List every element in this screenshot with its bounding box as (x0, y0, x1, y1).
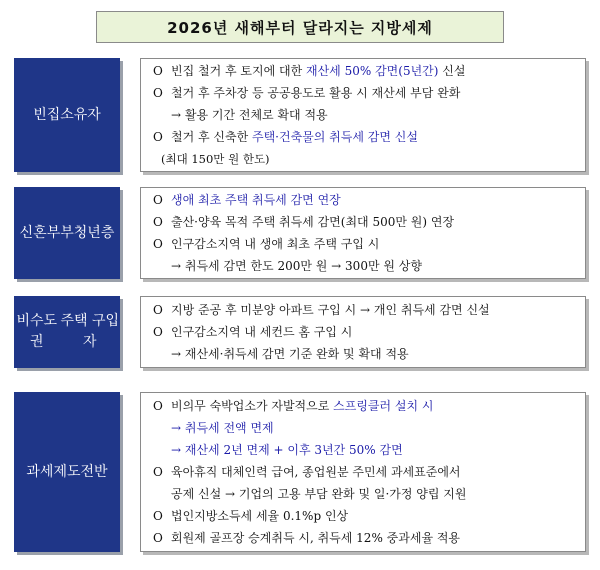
content-line (153, 461, 579, 483)
highlight-text: 스프링클러 설치 시 (333, 399, 434, 413)
content-line (153, 82, 579, 104)
bullet-circle: O (153, 531, 163, 545)
content-line (153, 343, 579, 365)
section-label-line: 전반 (80, 463, 108, 480)
content-line (153, 233, 579, 255)
content-line (153, 439, 579, 461)
text: 비의무 숙박업소가 자발적으로 (171, 399, 334, 413)
text: → 활용 기간 전체로 확대 적용 (171, 108, 328, 122)
section-vacant-house-owner (14, 58, 586, 172)
highlight-text: 생애 최초 주택 취득세 감면 연장 (171, 193, 341, 207)
text: 회원제 골프장 승계취득 시, 취득세 12% 중과세율 적용 (171, 531, 461, 545)
bullet-circle: O (153, 509, 163, 523)
content-line (153, 321, 579, 343)
content-line (153, 395, 579, 417)
section-label-line: 청년층 (73, 224, 115, 241)
text: 육아휴직 대체인력 급여, 종업원분 주민세 과세표준에서 (171, 465, 461, 479)
section-label (14, 58, 120, 172)
page-title: 2026년 새해부터 달라지는 지방세제 (96, 11, 504, 43)
content-line (153, 527, 579, 549)
section-label (14, 187, 120, 279)
section-label-line: 주택 구입자 (60, 313, 119, 350)
content-line (153, 126, 579, 148)
bullet-circle: O (153, 325, 163, 339)
highlight-text: → 취득세 전액 면제 (171, 421, 274, 435)
bullet-circle: O (153, 303, 163, 317)
text: 빈집 철거 후 토지에 대한 (171, 64, 306, 78)
section-label-line: 과세제도 (26, 463, 81, 480)
text: → 재산세·취득세 감면 기준 완화 및 확대 적용 (171, 347, 409, 361)
section-tax-system-overall (14, 392, 586, 552)
section-label (14, 392, 120, 552)
text: 출산·양육 목적 주택 취득세 감면(최대 500만 원) 연장 (171, 215, 455, 229)
text: 공제 신설 → 기업의 고용 부담 완화 및 일·가정 양립 지원 (171, 487, 467, 501)
section-label (14, 296, 120, 368)
bullet-circle: O (153, 465, 163, 479)
text: (최대 150만 원 한도) (161, 152, 270, 166)
bullet-circle: O (153, 237, 163, 251)
bullet-circle: O (153, 130, 163, 144)
content-line (153, 505, 579, 527)
text: 인구감소지역 내 세컨드 홈 구입 시 (171, 325, 353, 339)
section-label-line: 비수도권 (16, 313, 58, 350)
section-content (140, 296, 586, 368)
text: 인구감소지역 내 생애 최초 주택 구입 시 (171, 237, 380, 251)
section-newlyweds-youth (14, 187, 586, 279)
highlight-text: 재산세 50% 감면(5년간) (306, 64, 439, 78)
content-line (153, 417, 579, 439)
bullet-circle: O (153, 215, 163, 229)
section-label-line: 빈집소유자 (33, 106, 101, 123)
text: 신설 (438, 64, 466, 78)
bullet-circle: O (153, 399, 163, 413)
highlight-text: 주택·건축물의 취득세 감면 신설 (252, 130, 418, 144)
content-line (153, 104, 579, 126)
content-line (153, 255, 579, 277)
text: → 취득세 감면 한도 200만 원 → 300만 원 상향 (171, 259, 422, 273)
bullet-circle: O (153, 193, 163, 207)
section-label-line: 신혼부부 (19, 224, 74, 241)
text: 철거 후 주차장 등 공공용도로 활용 시 재산세 부담 완화 (171, 86, 461, 100)
content-line (153, 483, 579, 505)
text: 철거 후 신축한 (171, 130, 252, 144)
highlight-text: → 재산세 2년 면제 + 이후 3년간 50% 감면 (171, 443, 403, 457)
section-content (140, 58, 586, 172)
text: 지방 준공 후 미분양 아파트 구입 시 → 개인 취득세 감면 신설 (171, 303, 490, 317)
section-non-capital-buyers (14, 296, 586, 368)
content-line (153, 148, 579, 170)
content-line (153, 189, 579, 211)
text: 법인지방소득세 세율 0.1%p 인상 (171, 509, 349, 523)
content-line (153, 60, 579, 82)
content-line (153, 211, 579, 233)
section-content (140, 392, 586, 552)
section-content (140, 187, 586, 279)
content-line (153, 299, 579, 321)
bullet-circle: O (153, 64, 163, 78)
bullet-circle: O (153, 86, 163, 100)
